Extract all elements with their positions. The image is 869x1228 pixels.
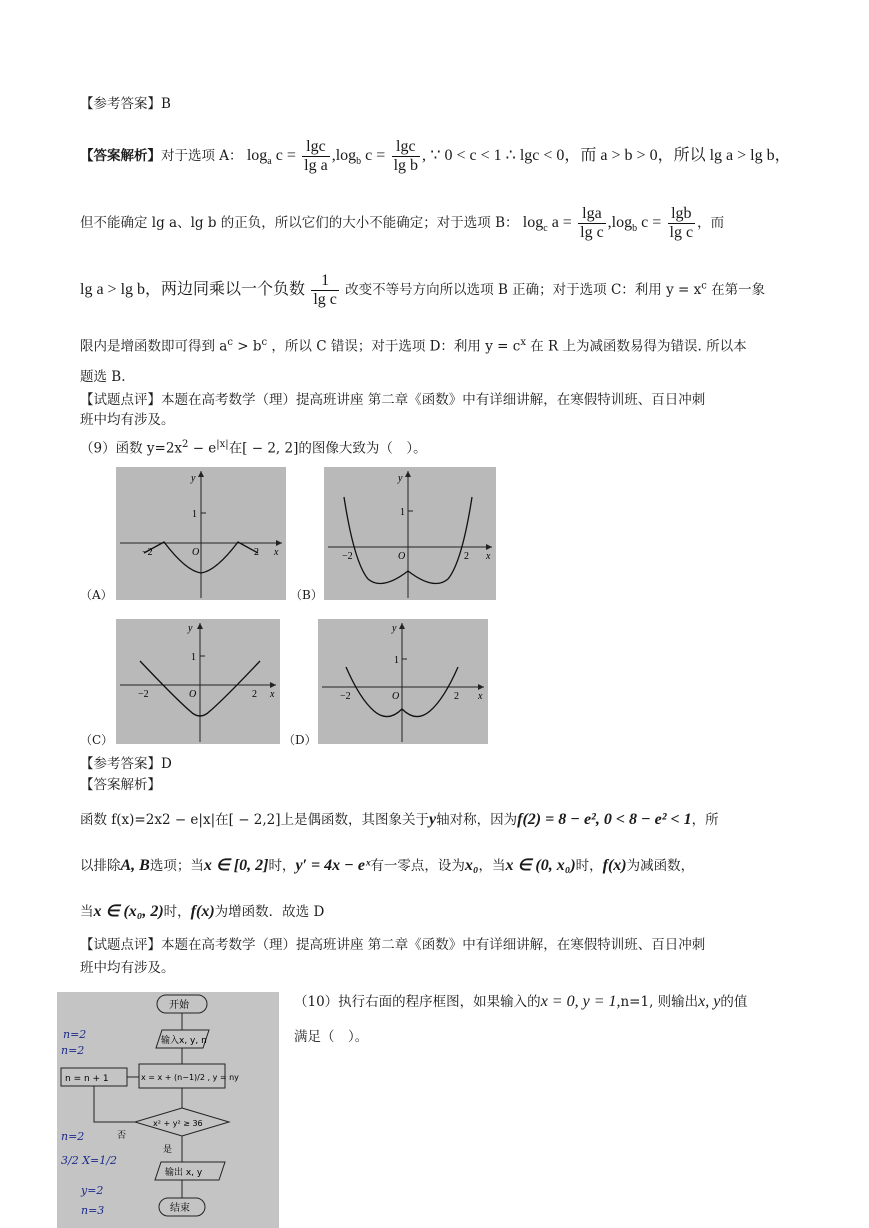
q9-analysis-line3: 当x ∈ (x₀, 2)时，f(x)为增函数．故选 D (80, 903, 325, 920)
graph-a-tick-2: 2 (254, 547, 259, 558)
hand-note-6: n=3 (81, 1204, 105, 1217)
q9-analysis-line1: 函数 f(x)=2x2 − e|x|在[ − 2,2]上是偶函数，其图象关于y轴对称，因为f(2) = 8 − e², 0 < 8 − e² < 1，所 (80, 811, 719, 828)
q9-review-line2: 班中均有涉及。 (80, 960, 175, 976)
graph-d-tick-2: 2 (454, 691, 459, 702)
graph-d-origin: O (392, 691, 400, 702)
flow-yes: 是 (163, 1145, 173, 1155)
q8-analysis-line5: 题选 B. (80, 369, 126, 385)
flow-condition: x² + y² ≥ 36 (153, 1119, 203, 1128)
option-c-label: （C） (80, 733, 114, 747)
flow-output: 输出 x, y (165, 1168, 203, 1178)
graph-a-ylabel: y (191, 473, 196, 484)
flow-input: 输入x, y, n (161, 1036, 207, 1046)
graph-option-c[interactable] (116, 619, 280, 744)
graph-option-b[interactable] (324, 467, 496, 600)
flowchart-image (57, 992, 279, 1228)
graph-option-d[interactable] (318, 619, 488, 744)
q8-review-line2: 班中均有涉及。 (80, 412, 175, 428)
graph-a-tick-neg2: −2 (142, 547, 153, 558)
q9-stem: （9）函数 $y=2x^2 - e^{|x|}$在[ − 2, 2]的图像大致为（ ）。 (80, 439, 427, 457)
q8-because: ∵ 0 < c < 1 ∴ lgc < 0，而 a > b > 0，所以 lg a > lg b， (430, 147, 791, 164)
option-a-label: （A） (80, 588, 113, 602)
q10-stem-line1: （10）执行右面的程序框图，如果输入的x = 0, y = 1,n=1, 则输出x, y的值 (294, 993, 748, 1010)
flow-assign: x = x + (n−1)/2 , y = ny (141, 1073, 239, 1082)
q8-analysis-line4: 限内是增函数即可得到 $a^c > b^c$ ，所以 C 错误；对于选项 D：利用 $y = c^x$ 在 R 上为减函数易得为错误. 所以本 (80, 337, 747, 355)
graph-d-tick-neg2: −2 (340, 691, 351, 702)
q8-analysis-line2: 但不能确定 lg a、lg b 的正负，所以它们的大小不能确定；对于选项 B： $\log_c a$ = $\frac{\lg a}{\text{lg c}}$ $,\log_b$ c = $\frac{\lg b}{\text{lg c}}$ ，而 (80, 205, 725, 241)
graph-c-tick-neg2: −2 (138, 689, 149, 700)
graph-c-ylabel: y (188, 623, 193, 634)
graph-a-xlabel: x (274, 547, 279, 558)
graph-c-tick-1: 1 (191, 652, 196, 663)
hand-note-2: n=2 (61, 1044, 85, 1057)
graph-c-tick-2: 2 (252, 689, 257, 700)
q8-analysis-line3: lg a > lg b，两边同乘以一个负数 $\frac{1}{\text{lg c}}$ 改变不等号方向所以选项 B 正确；对于选项 C：利用 $y = x^c$ 在第一象 (80, 272, 766, 308)
graph-d-ylabel: y (392, 623, 397, 634)
hand-note-1: n=2 (63, 1028, 87, 1041)
graph-b-xlabel: x (486, 551, 491, 562)
graph-d-xlabel: x (478, 691, 483, 702)
graph-a-tick-1: 1 (192, 509, 197, 520)
flow-start: 开始 (169, 1000, 189, 1011)
flow-increment: n = n + 1 (65, 1074, 109, 1084)
flow-end: 结束 (170, 1203, 190, 1214)
graph-b-tick-2: 2 (464, 551, 469, 562)
graph-b-origin: O (398, 551, 406, 562)
hand-note-3: n=2 (61, 1130, 85, 1143)
hand-note-5: y=2 (81, 1184, 104, 1197)
q8-review-line1: 【试题点评】本题在高考数学（理）提高班讲座 第二章《函数》中有详细讲解，在寒假特训班、百日冲刺 (80, 392, 706, 408)
graph-b-tick-neg2: −2 (342, 551, 353, 562)
q9-analysis-line2: 以排除A, B选项；当x ∈ [0, 2]时，y′ = 4x − eˣ有一零点，设为x₀，当x ∈ (0, x₀)时，f(x)为减函数， (80, 857, 695, 874)
graph-b-ylabel: y (398, 473, 403, 484)
graph-option-a[interactable] (116, 467, 286, 600)
q9-analysis-head: 【答案解析】 (80, 777, 161, 793)
graph-d-tick-1: 1 (394, 655, 399, 666)
graph-a-origin: O (192, 547, 200, 558)
q10-stem-line2: 满足（ ）。 (294, 1029, 369, 1045)
q9-answer: 【参考答案】D (80, 756, 172, 772)
hand-note-4: 3/2 X=1/2 (61, 1154, 117, 1167)
graph-c-origin: O (189, 689, 197, 700)
q8-answer: 【参考答案】B (80, 96, 171, 112)
graph-c-xlabel: x (270, 689, 275, 700)
option-b-label: （B） (290, 588, 323, 602)
option-d-label: （D） (283, 733, 317, 747)
q9-review-line1: 【试题点评】本题在高考数学（理）提高班讲座 第二章《函数》中有详细讲解，在寒假特训班、百日冲刺 (80, 937, 706, 953)
flow-no: 否 (117, 1131, 127, 1141)
graph-b-tick-1: 1 (400, 507, 405, 518)
q8-analysis-line1: 【答案解析】对于选项 A： $\log_a c$ = $\frac{\lg c}{\text{lg a}}$ $,\log_b$ c = $\frac{\lg c}{\text{lg b}}$ , ∵ 0 < c < 1 ∴ lgc < 0，而 a > b > 0，所以 lg a > lg b， (80, 138, 791, 174)
q8-analysis-head: 【答案解析】 (80, 148, 161, 164)
